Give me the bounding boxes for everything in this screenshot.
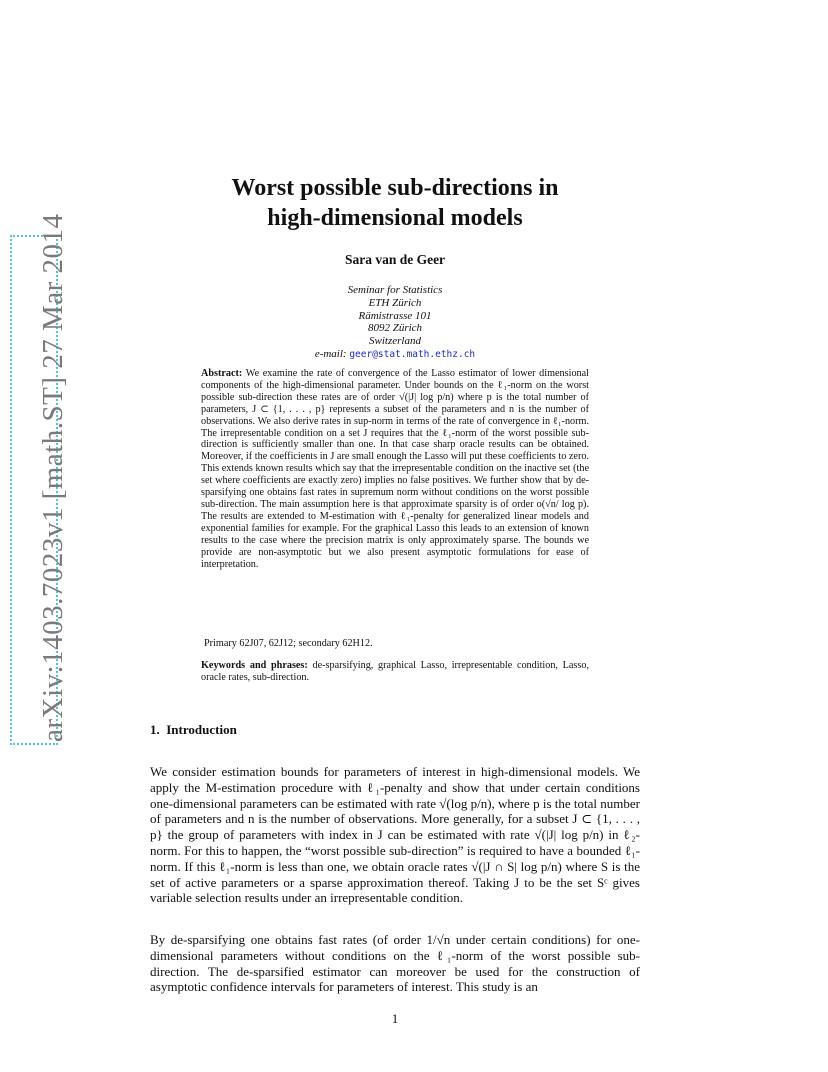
affiliation-line: Rämistrasse 101	[358, 309, 432, 322]
abstract-label: Abstract:	[201, 368, 243, 379]
email-label: e-mail:	[314, 347, 347, 360]
author-name: Sara van de Geer	[344, 252, 446, 267]
body-paragraph: By de-sparsifying one obtains fast rates (of order 1/√n under certain conditions) for one-dimensional parameters without conditions on the ℓ₁-norm of the worst possible sub-direction. The de-sparsified estimator can moreover be used for the construction of asymptotic confidence intervals for parameters of interest. This study is an	[150, 932, 640, 995]
affiliation-line: Seminar for Statistics	[347, 284, 443, 296]
keywords-label: Keywords and phrases:	[201, 660, 308, 671]
affiliation-block	[150, 284, 640, 362]
subject-classification: Primary 62J07, 62J12; secondary 62H12.	[204, 638, 373, 649]
abstract	[201, 368, 589, 570]
arxiv-identifier: arXiv:1403.7023v1 [math.ST] 27 Mar 2014	[37, 213, 69, 742]
keywords	[201, 660, 589, 684]
email-line	[150, 348, 640, 362]
title-line-1: Worst possible sub-directions in	[231, 175, 559, 201]
affiliation-line: 8092 Zürich	[367, 322, 423, 335]
affiliation-line: Switzerland	[369, 335, 421, 348]
abstract-text: We examine the rate of convergence of the Lasso estimator of lower dimensional components of the high-dimensional parameter. Under bounds on the ℓ₁-norm on the worst possible sub-direction these rates are of order √(|J| log p/n) where p is the total number of parameters, J ⊂ {1, . . . , p} represents a subset of the parameters and n is the number of observations. We also derive rates in sup-norm in terms of the rate of convergence in ℓ₁-norm. The irrepresentable condition on a set J requires that the ℓ₁-norm of the worst possible sub-direction is sufficiently smaller than one. In that case sharp oracle results can be obtained. Moreover, if the coefficients in J are small enough the Lasso will put these coefficients to zero. This extends known results which say that the irrepresentable condition on the inactive set (the set where coefficients are exactly zero) implies no false positives. We further show that by de-sparsifying one obtains fast rates in supremum norm without conditions on the worst possible sub-direction. The main assumption here is that approximate sparsity is of order o(√n/ log p). The results are extended to M-estimation with ℓ₁-penalty for generalized linear models and exponential families for example. For the graphical Lasso this leads to an extension of known results to the case where the precision matrix is only approximately sparse. The bounds we provide are non-asymptotic but we also present asymptotic formulations for ease of interpretation.	[201, 368, 589, 570]
page-number: 1	[391, 1011, 399, 1026]
body-paragraph: We consider estimation bounds for parameters of interest in high-dimensional models. We apply the M-estimation procedure with ℓ₁-penalty and show that under certain conditions one-dimensional parameters can be estimated with rate √(log p/n), where p is the total number of parameters and n is the number of observations. More generally, for a subset J ⊂ {1, . . . , p} the group of parameters with index in J can be estimated with rate √(|J| log p/n) in ℓ₂-norm. For this to happen, the “worst possible sub-direction” is required to have a bounded ℓ₁-norm. If this ℓ₁-norm is less than one, we obtain oracle rates √(|J ∩ S| log p/n) where S is the set of active parameters or a sparse approximation thereof. Taking J to be the set Sᶜ gives variable selection results under an irrepresentable condition.	[150, 764, 640, 906]
paper-title	[150, 173, 640, 233]
keywords-text: de-sparsifying, graphical Lasso, irrepresentable condition, Lasso, oracle rates, sub-direction.	[201, 660, 589, 683]
section-title: Introduction	[166, 722, 237, 737]
section-heading	[150, 722, 237, 738]
affiliation-line: ETH Zürich	[368, 296, 422, 309]
email-link[interactable]: geer@stat.math.ethz.ch	[349, 348, 476, 360]
section-number: 1.	[150, 722, 160, 737]
title-line-2: high-dimensional models	[267, 205, 523, 231]
